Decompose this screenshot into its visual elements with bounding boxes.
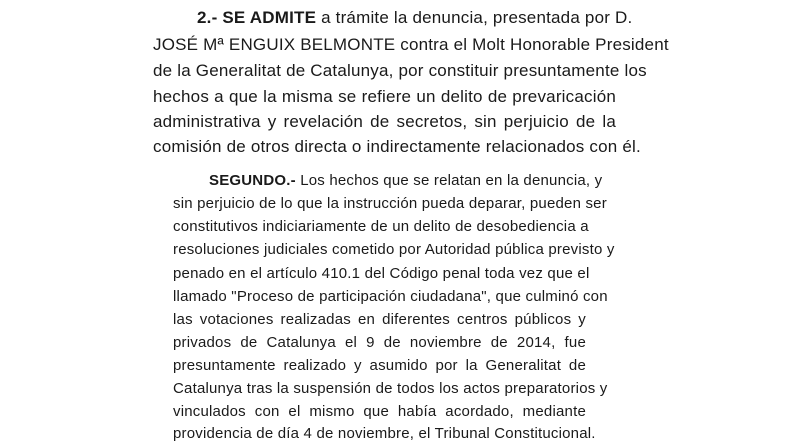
segundo-line-10: Catalunya tras la suspensión de todos los actos preparatorios y <box>173 380 608 397</box>
paragraph-2-line-6: comisión de otros directa o indirectamente relacionados con él. <box>153 137 641 156</box>
segundo-line-4: resoluciones judiciales cometido por Autoridad pública previsto y <box>173 241 615 258</box>
segundo-line-1 <box>209 172 603 189</box>
paragraph-2-line-1 <box>197 8 633 28</box>
segundo-line-2: sin perjuicio de lo que la instrucción pueda deparar, pueden ser <box>173 195 607 212</box>
segundo-line-text: Los hechos que se relatan en la denuncia, y <box>300 172 603 189</box>
segundo-line-9: presuntamente realizado y asumido por la Generalitat de <box>173 357 586 374</box>
paragraph-2-line-4: hechos a que la misma se refiere un delito de prevaricación <box>153 87 616 106</box>
segundo-line-11: vinculados con el mismo que había acordado, mediante <box>173 403 586 420</box>
paragraph-line-text: a trámite la denuncia, presentada por D. <box>321 8 633 27</box>
paragraph-lead-bold: SE ADMITE <box>222 8 317 27</box>
segundo-line-12: providencia de día 4 de noviembre, el Tribunal Constitucional. <box>173 425 596 442</box>
segundo-line-3: constitutivos indiciariamente de un delito de desobediencia a <box>173 218 589 235</box>
segundo-line-7: las votaciones realizadas en diferentes centros públicos y <box>173 311 586 328</box>
segundo-line-6: llamado "Proceso de participación ciudadana", que culminó con <box>173 288 608 305</box>
paragraph-number: 2.- <box>197 8 218 27</box>
paragraph-2-line-5: administrativa y revelación de secretos, sin perjuicio de la <box>153 112 616 131</box>
segundo-heading: SEGUNDO.- <box>209 172 296 189</box>
paragraph-2-line-3: de la Generalitat de Catalunya, por constituir presuntamente los <box>153 61 647 80</box>
segundo-line-5: penado en el artículo 410.1 del Código penal toda vez que el <box>173 265 590 282</box>
segundo-line-8: privados de Catalunya el 9 de noviembre de 2014, fue <box>173 334 586 351</box>
paragraph-2-line-2: JOSÉ Mª ENGUIX BELMONTE contra el Molt Honorable President <box>153 35 669 54</box>
